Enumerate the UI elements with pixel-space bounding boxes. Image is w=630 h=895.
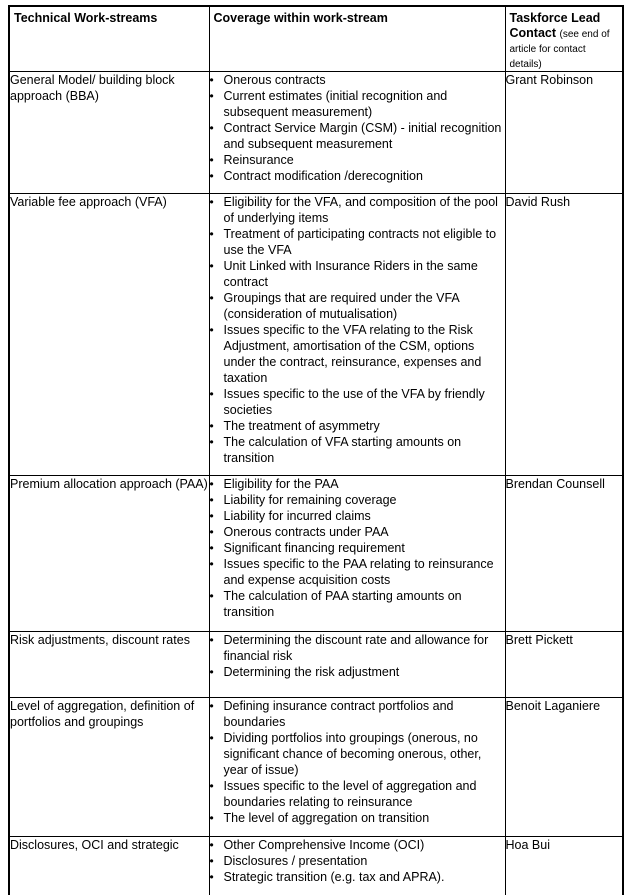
bullet-icon: • [209, 291, 214, 305]
coverage-bullet-list [210, 837, 505, 885]
bullet-item [210, 476, 505, 492]
bullet-icon: • [209, 509, 214, 523]
bullet-icon: • [209, 854, 214, 868]
workstream-label: General Model/ building block approach (BBA) [10, 73, 175, 103]
bullet-icon: • [209, 779, 214, 793]
bullet-item [210, 72, 505, 88]
bullet-item [210, 152, 505, 168]
bullet-item [210, 698, 505, 730]
bullet-text: Unit Linked with Insurance Riders in the same contract [223, 259, 478, 289]
bullet-icon: • [209, 811, 214, 825]
bullet-item [210, 664, 505, 680]
lead-name: Brett Pickett [505, 633, 573, 647]
coverage-cell [209, 632, 505, 698]
workstream-label: Risk adjustments, discount rates [10, 633, 190, 647]
workstream-cell [9, 72, 209, 194]
bullet-text: Contract modification /derecognition [223, 169, 423, 183]
bullet-text: Issues specific to the level of aggregation and boundaries relating to reinsurance [223, 779, 477, 809]
table-row [9, 194, 623, 476]
coverage-cell [209, 72, 505, 194]
bullet-text: Liability for incurred claims [223, 509, 371, 523]
bullet-text: Issues specific to the VFA relating to the Risk Adjustment, amortisation of the CSM, options under the contract, reinsurance, expenses and taxation [223, 323, 482, 385]
bullet-icon: • [209, 870, 214, 884]
col-header-lead [505, 6, 623, 72]
bullet-text: Other Comprehensive Income (OCI) [223, 838, 425, 852]
workstream-cell [9, 632, 209, 698]
workstream-cell [9, 698, 209, 837]
bullet-icon: • [209, 589, 214, 603]
table-row [9, 72, 623, 194]
table-row [9, 837, 623, 895]
bullet-text: Onerous contracts under PAA [223, 525, 389, 539]
bullet-icon: • [209, 419, 214, 433]
workstream-cell [9, 476, 209, 632]
bullet-icon: • [209, 493, 214, 507]
bullet-text: Eligibility for the PAA [223, 477, 339, 491]
coverage-bullet-list [210, 194, 505, 466]
bullet-item [210, 853, 505, 869]
bullet-icon: • [209, 838, 214, 852]
lead-cell [505, 72, 623, 194]
bullet-item [210, 120, 505, 152]
bullet-text: Onerous contracts [223, 73, 326, 87]
bullet-item [210, 386, 505, 418]
bullet-text: Strategic transition (e.g. tax and APRA). [223, 870, 445, 884]
lead-cell [505, 632, 623, 698]
coverage-bullet-list [210, 698, 505, 826]
workstream-label: Level of aggregation, definition of portfolios and groupings [10, 699, 195, 729]
bullet-text: Determining the risk adjustment [223, 665, 400, 679]
bullet-icon: • [209, 153, 214, 167]
bullet-text: Eligibility for the VFA, and composition of the pool of underlying items [223, 195, 498, 225]
lead-cell [505, 194, 623, 476]
bullet-item [210, 632, 505, 664]
bullet-text: Treatment of participating contracts not eligible to use the VFA [223, 227, 497, 257]
bullet-icon: • [209, 89, 214, 103]
bullet-icon: • [209, 121, 214, 135]
lead-cell [505, 837, 623, 895]
workstream-label: Variable fee approach (VFA) [10, 195, 167, 209]
bullet-icon: • [209, 169, 214, 183]
bullet-text: Current estimates (initial recognition and subsequent measurement) [223, 89, 448, 119]
bullet-item [210, 556, 505, 588]
bullet-item [210, 88, 505, 120]
lead-name: Benoit Laganiere [505, 699, 601, 713]
bullet-icon: • [209, 227, 214, 241]
bullet-item [210, 778, 505, 810]
bullet-text: Determining the discount rate and allowance for financial risk [223, 633, 489, 663]
bullet-item [210, 434, 505, 466]
bullet-text: Issues specific to the use of the VFA by friendly societies [223, 387, 485, 417]
lead-name: Grant Robinson [505, 73, 594, 87]
bullet-icon: • [209, 557, 214, 571]
workstream-label: Premium allocation approach (PAA) [10, 477, 208, 491]
bullet-icon: • [209, 731, 214, 745]
bullet-item [210, 524, 505, 540]
table-header-row [9, 6, 623, 72]
bullet-item [210, 869, 505, 885]
bullet-icon: • [209, 195, 214, 209]
bullet-item [210, 492, 505, 508]
bullet-item [210, 730, 505, 778]
bullet-item [210, 226, 505, 258]
bullet-icon: • [209, 435, 214, 449]
bullet-item [210, 540, 505, 556]
coverage-bullet-list [210, 72, 505, 184]
bullet-text: The treatment of asymmetry [223, 419, 380, 433]
bullet-icon: • [209, 633, 214, 647]
bullet-text: Issues specific to the PAA relating to reinsurance and expense acquisition costs [223, 557, 494, 587]
col-header-lead-title: Taskforce Lead Contact [509, 11, 601, 40]
bullet-icon: • [209, 541, 214, 555]
bullet-text: The level of aggregation on transition [223, 811, 430, 825]
bullet-text: Liability for remaining coverage [223, 493, 397, 507]
workstream-label: Disclosures, OCI and strategic [10, 838, 179, 852]
workstreams-table [8, 5, 624, 895]
bullet-icon: • [209, 259, 214, 273]
coverage-cell [209, 698, 505, 837]
coverage-cell [209, 194, 505, 476]
bullet-text: Reinsurance [223, 153, 294, 167]
bullet-text: Disclosures / presentation [223, 854, 368, 868]
bullet-item [210, 194, 505, 226]
bullet-icon: • [209, 323, 214, 337]
bullet-item [210, 322, 505, 386]
bullet-item [210, 418, 505, 434]
table-row [9, 632, 623, 698]
bullet-item [210, 258, 505, 290]
lead-name: Hoa Bui [505, 838, 550, 852]
lead-name: Brendan Counsell [505, 477, 605, 491]
bullet-text: The calculation of VFA starting amounts on transition [223, 435, 462, 465]
lead-cell [505, 698, 623, 837]
bullet-text: Groupings that are required under the VFA (consideration of mutualisation) [223, 291, 460, 321]
bullet-icon: • [209, 525, 214, 539]
bullet-text: Significant financing requirement [223, 541, 405, 555]
bullet-text: Contract Service Margin (CSM) - initial recognition and subsequent measurement [223, 121, 502, 151]
bullet-text: The calculation of PAA starting amounts on transition [223, 589, 462, 619]
table-row [9, 476, 623, 632]
coverage-bullet-list [210, 476, 505, 620]
bullet-item [210, 588, 505, 620]
bullet-icon: • [209, 387, 214, 401]
bullet-item [210, 810, 505, 826]
bullet-item [210, 837, 505, 853]
workstream-cell [9, 837, 209, 895]
lead-cell [505, 476, 623, 632]
bullet-icon: • [209, 665, 214, 679]
lead-name: David Rush [505, 195, 571, 209]
coverage-bullet-list [210, 632, 505, 680]
col-header-lead-note: (see end of article for contact details) [509, 29, 610, 70]
coverage-cell [209, 476, 505, 632]
workstream-cell [9, 194, 209, 476]
bullet-text: Dividing portfolios into groupings (onerous, no significant chance of becoming onerous, other, year of issue) [223, 731, 482, 777]
bullet-text: Defining insurance contract portfolios and boundaries [223, 699, 454, 729]
col-header-coverage: Coverage within work-stream [209, 6, 505, 72]
bullet-icon: • [209, 699, 214, 713]
bullet-icon: • [209, 477, 214, 491]
bullet-item [210, 290, 505, 322]
table-row [9, 698, 623, 837]
bullet-item [210, 508, 505, 524]
coverage-cell [209, 837, 505, 895]
bullet-item [210, 168, 505, 184]
bullet-icon: • [209, 73, 214, 87]
col-header-workstreams: Technical Work-streams [9, 6, 209, 72]
